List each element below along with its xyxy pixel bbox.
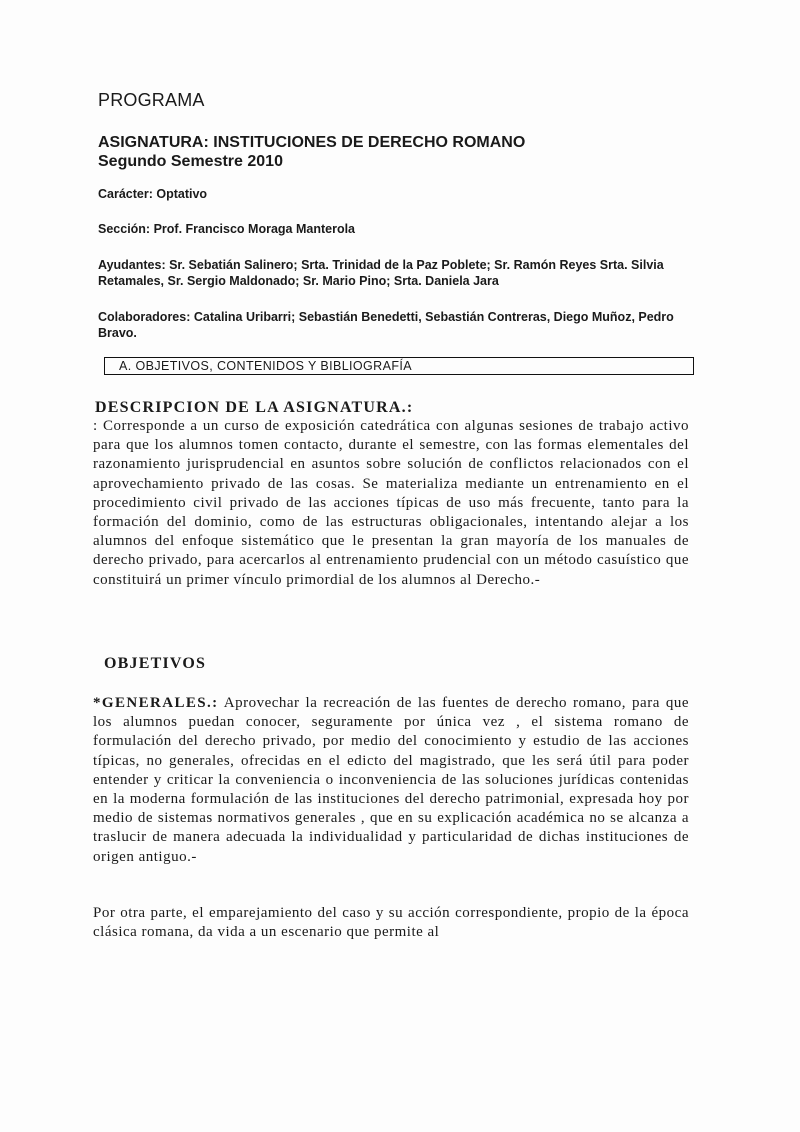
subject-heading [98,133,525,171]
semester: Segundo Semestre 2010 [98,153,283,170]
section-box-objetivos: A. OBJETIVOS, CONTENIDOS Y BIBLIOGRAFÍA [104,357,694,375]
document-title: PROGRAMA [98,90,205,110]
generales-label: *GENERALES.: [93,695,219,711]
ayudantes-line: Ayudantes: Sr. Sebatián Salinero; Srta. Trinidad de la Paz Poblete; Sr. Ramón Reyes Srta. Silvia Retamales, Sr. Sergio Maldonado; Sr. Mario Pino; Srta. Daniela Jara [98,258,664,288]
colaboradores-line: Colaboradores: Catalina Uribarri; Sebastián Benedetti, Sebastián Contreras, Diego Muñoz, Pedro Bravo. [98,310,674,340]
descripcion-paragraph: : Corresponde a un curso de exposición catedrática con algunas sesiones de trabajo activo para que los alumnos tomen contacto, durante el semestre, con las formas elementales del razonamiento jurisprudencial en asuntos sobre solución de conflictos relacionados con el aprovechamiento privado de las cosas. Se materializa mediante un entrenamiento en el procedimiento civil privado de las acciones típicas de uso más frecuente, tanto para la formación del dominio, como de las estructuras obligacionales, intentando alejar a los alumnos del enfoque sistemático que le presentan la gran mayoría de los manuales de derecho privado, para acercarlos al entrenamiento prudencial con un método casuístico que constituirá un primer vínculo primordial de los alumnos al Derecho.- [93,418,689,588]
objetivos-heading: OBJETIVOS [104,655,207,672]
generales-text: Aprovechar la recreación de las fuentes de derecho romano, para que los alumnos puedan conocer, seguramente por única vez , el sistema romano de formulación del derecho privado, por medio del conocimiento y estudio de las acciones típicas, no generales, ofrecidas en el edicto del magistrado, que les será útil para poder entender y criticar la conveniencia o inconveniencia de las soluciones jurídicas contenidas en la moderna formulación de las instituciones del derecho patrimonial, expresada hoy por medio de sistemas normativos generales , que en su explicación académica no se alcanza a traslucir de manera adecuada la individualidad y particularidad de dichas instituciones de origen antiguo.- [93,695,689,865]
caracter-line: Carácter: Optativo [98,187,208,201]
generales-paragraph [93,694,689,867]
subject-name: ASIGNATURA: INSTITUCIONES DE DERECHO ROMANO [98,134,526,151]
por-otra-parte-paragraph: Por otra parte, el emparejamiento del caso y su acción correspondiente, propio de la época clásica romana, da vida a un escenario que permite al [93,905,689,941]
seccion-line: Sección: Prof. Francisco Moraga Manterola [98,222,356,236]
descripcion-heading: DESCRIPCION DE LA ASIGNATURA.: [95,399,414,416]
